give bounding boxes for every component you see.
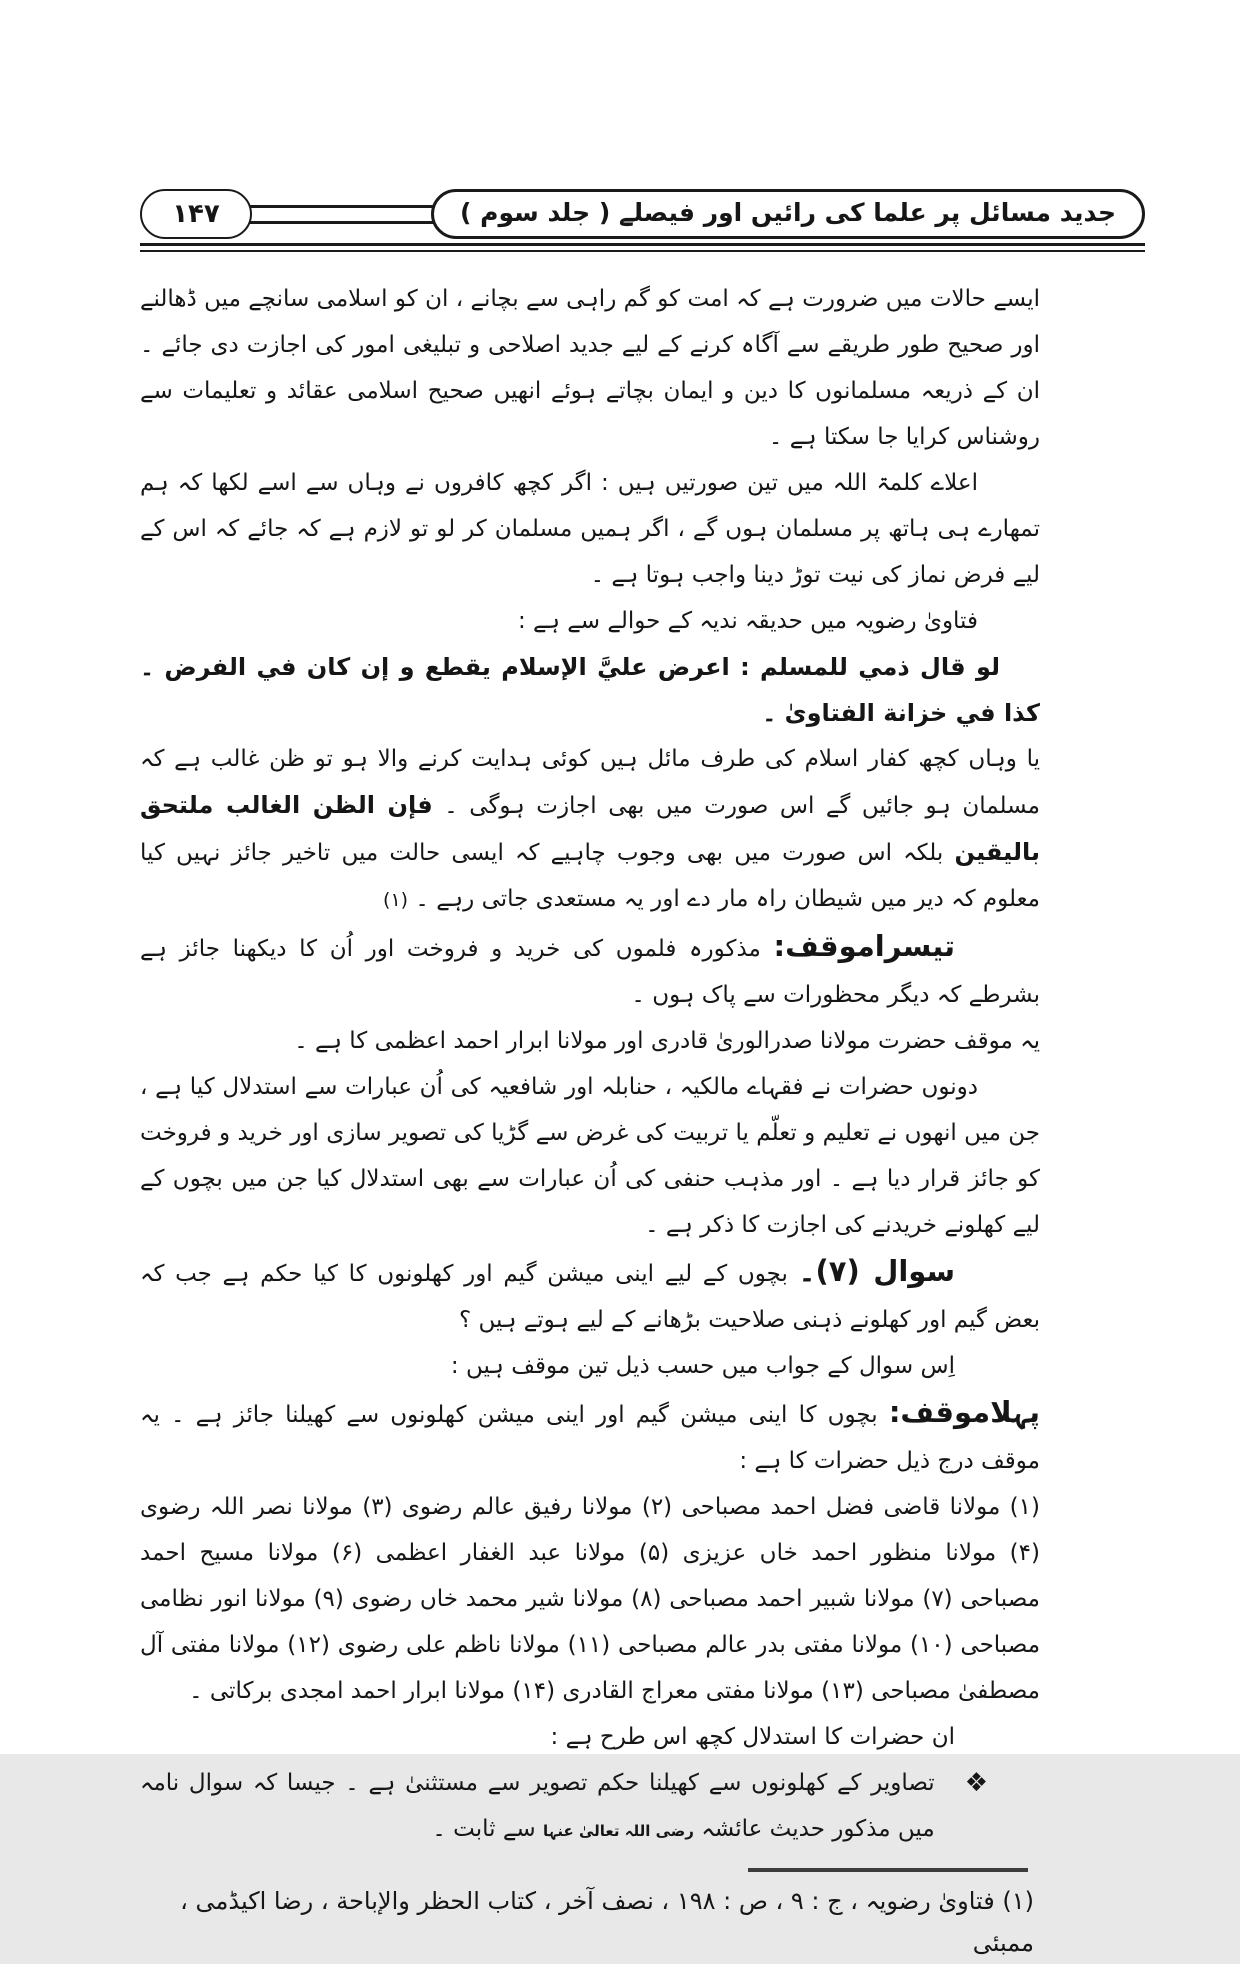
arabic-quotation: لو قال ذمي للمسلم : اعرض عليَّ الإسلام يقطع و إن كان في الفرض ۔ كذا في خزانة الفتاوىٰ ۔ (140, 653, 1040, 727)
bullet-item (140, 1760, 1040, 1854)
footnote-citation: (۱) فتاوىٰ رضویہ ، ج : ۹ ، ص : ۱۹۸ ، نصف آخر ، کتاب الحظر والإباحة ، رضا اکیڈمی ، ممبئی (180, 1887, 1034, 1957)
page-header (140, 189, 1145, 239)
paragraph-attribution: یہ موقف حضرت مولانا صدرالورىٰ قادری اور مولانا ابرار احمد اعظمی کا ہے ۔ (294, 1028, 1040, 1054)
third-position-text: مذکورہ فلموں کی خرید و فروخت اور اُن کا دیکھنا جائز ہے بشرطے کہ دیگر محظورات سے پاک ہوں ۔ (140, 936, 1040, 1008)
paragraph-third-position (140, 923, 1040, 1018)
bullet-text-end: سے ثابت ۔ (432, 1816, 543, 1842)
footnote-marker-1: (۱) (383, 889, 409, 911)
paragraph-fatawa-razaviya-ref: فتاویٰ رضویہ میں حدیقہ ندیہ کے حوالے سے ہے : (517, 608, 978, 634)
paragraph-ilae-kalimatullah: اعلاے کلمۃ اللہ میں تین صورتیں ہیں : اگر کچھ کافروں نے وہاں سے اسے لکھا کہ ہم تمھارے ہی ہاتھ پر مسلمان ہوں گے ، اگر ہمیں مسلمان کر لو تو لازم ہے کہ جائے کہ اس کے لیے فرض نماز کی نیت توڑ دینا واجب ہوتا ہے ۔ (140, 470, 1040, 588)
header-double-rule (140, 243, 1145, 252)
paragraph-intro: ایسے حالات میں ضرورت ہے کہ امت کو گم راہی سے بچانے ، ان کو اسلامی سانچے میں ڈھالنے اور صحیح طور طریقے سے آگاہ کرنے کے لیے جدید اصلاحی و تبلیغی امور کی اجازت دی جائے ۔ ان کے ذریعہ مسلمانوں کا دین و ایمان بچاتے ہوئے انھیں صحیح اسلامی عقائد و تعلیمات سے روشناس کرایا جا سکتا ہے ۔ (140, 286, 1040, 450)
paragraph-first-position (140, 1389, 1040, 1484)
bullet-text (140, 1760, 935, 1854)
paragraph-istidlal: دونوں حضرات نے فقہاے مالکیہ ، حنابلہ اور شافعیہ کی اُن عبارات سے استدلال کیا ہے ، جن میں انھوں نے تعلیم و تعلّم یا تربیت کی غرض سے گڑیا کی تصویر سازی اور خرید و فروخت کو جائز قرار دیا ہے ۔ اور مذہب حنفی کی اُن عبارات سے بھی استدلال کیا جن میں بچوں کے لیے کھلونے خریدنے کی اجازت کا ذکر ہے ۔ (140, 1074, 1040, 1238)
paragraph-question-7 (140, 1248, 1040, 1343)
first-position-text: بچوں کا اینی میشن گیم اور اینی میشن کھلونوں سے کھیلنا جائز ہے ۔ یہ موقف درج ذیل حضرات کا ہے : (140, 1402, 1040, 1474)
urdu-text-after: بلکہ اس صورت میں بھی وجوب چاہیے کہ ایسی حالت میں تاخیر جائز نہیں کیا معلوم کہ دیر میں شیطان راہ مار دے اور یہ مستعدی جاتی رہے ۔ (140, 840, 1040, 912)
urdu-text-before: یا وہاں کچھ کفار اسلام کی طرف مائل ہیں کوئی ہدایت کرنے والا ہو تو ظن غالب ہے کہ مسلمان ہو جائیں گے اس صورت میں بھی اجازت ہوگی ۔ (140, 746, 1040, 819)
question-7-text: بچوں کے لیے اینی میشن گیم اور کھلونوں کا کیا حکم ہے جب کہ بعض گیم اور کھلونے ذہنی صلاحیت بڑھانے کے لیے ہوتے ہیں ؟ (140, 1261, 1040, 1333)
footnote-separator-rule (748, 1868, 1028, 1872)
header-connector-rule (248, 205, 435, 224)
book-title: جدید مسائل پر علما کی رائیں اور فیصلے ( جلد سوم ) (460, 197, 1116, 227)
paragraph-istidlal-intro: ان حضرات کا استدلال کچھ اس طرح ہے : (550, 1724, 955, 1750)
book-title-cartouche (431, 189, 1145, 239)
heading-question-7: سوال (۷)۔ (798, 1254, 955, 1288)
heading-third-position: تیسراموقف: (773, 929, 955, 963)
paragraph-answer-intro: اِس سوال کے جواب میں حسب ذیل تین موقف ہیں : (450, 1353, 955, 1379)
page-number: ۱۴۷ (172, 199, 220, 229)
heading-first-position: پہلاموقف: (888, 1395, 1040, 1429)
bullet-text-main: تصاویر کے کھلونوں سے کھیلنا حکم تصویر سے مستثنیٰ ہے ۔ جیسا کہ سوال نامہ میں مذکور حدیث عائشہ (140, 1770, 935, 1842)
diamond-bullet-icon: ❖ (964, 1768, 988, 1798)
scholars-list: (۱) مولانا قاضی فضل احمد مصباحی (۲) مولانا رفیق عالم رضوی (۳) مولانا نصر اللہ رضوی (۴) مولانا منظور احمد خاں عزیزی (۵) مولانا عبد الغفار اعظمی (۶) مولانا مسیح احمد مصباحی (۷) مولانا شبیر احمد مصباحی (۸) مولانا شیر محمد خاں رضوی (۹) مولانا انور نظامی مصباحی (۱۰) مولانا مفتی بدر عالم مصباحی (۱۱) مولانا ناظم علی رضوی (۱۲) مولانا مفتی آل مصطفیٰ مصباحی (۱۳) مولانا مفتی معراج القادری (۱۴) مولانا ابرار احمد امجدی برکاتی ۔ (140, 1494, 1041, 1704)
body-text (140, 276, 1040, 1964)
page-number-badge (140, 189, 252, 239)
paragraph-kuffar-mail (140, 736, 1040, 923)
arabic-inline-quote: فإن الظن الغالب ملتحق باليقين (140, 791, 1040, 866)
honorific-text: رضی اللہ تعالیٰ عنہا (542, 1822, 694, 1840)
